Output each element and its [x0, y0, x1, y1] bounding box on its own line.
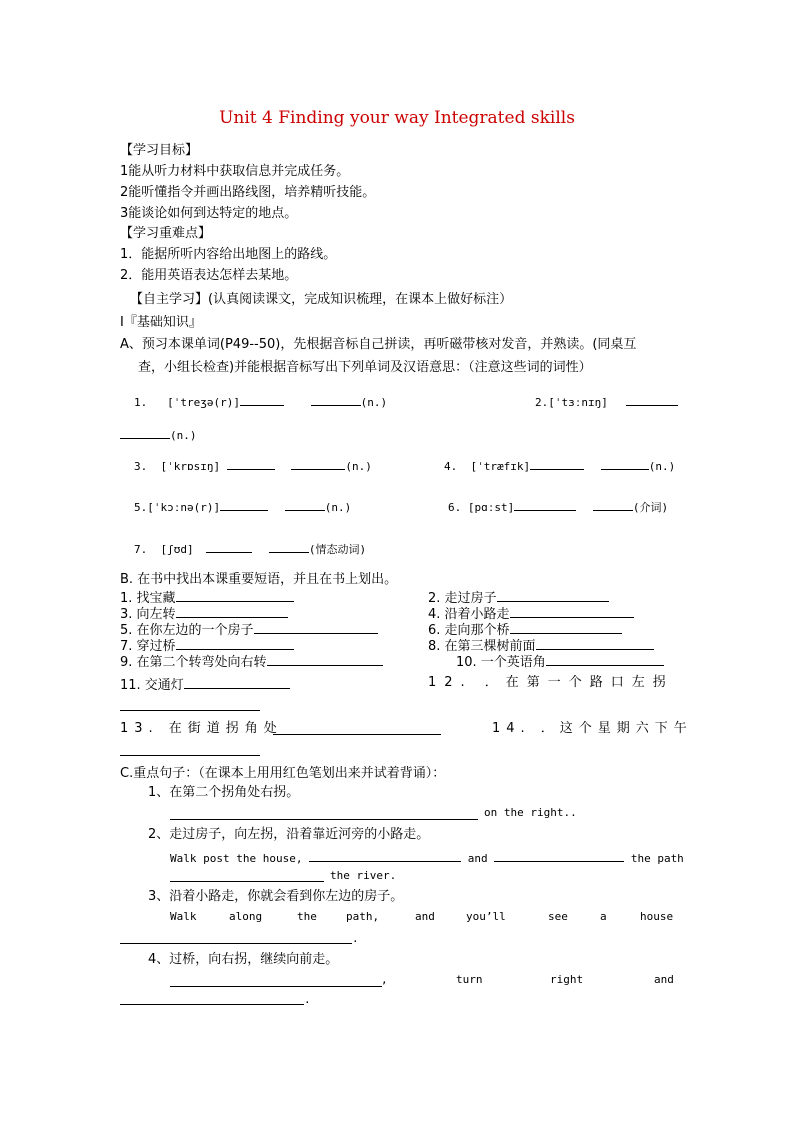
- phrase-item: 12. ．在第一个路口左拐: [428, 675, 674, 690]
- answer-blank[interactable]: [220, 497, 268, 511]
- vocab-pos: (n.): [170, 429, 197, 442]
- sentence-3-chinese: 3、沿着小路走，你就会看到你左边的房子。: [148, 889, 404, 904]
- phrase-label: 7. 穿过桥: [120, 639, 176, 654]
- section-c-heading: C.重点句子：（在课本上用用红色笔划出来并试着背诵）：: [120, 766, 446, 781]
- answer-blank[interactable]: [494, 848, 624, 862]
- answer-blank[interactable]: [176, 588, 294, 602]
- vocab-pos: (n.): [360, 396, 388, 409]
- sentence-word: right: [550, 973, 584, 986]
- answer-blank[interactable]: [120, 710, 260, 711]
- sentence-3-english: [0, 910, 794, 926]
- answer-blank[interactable]: [309, 848, 461, 862]
- key-point-item: 1．能据所听内容给出地图上的路线。: [120, 247, 337, 262]
- sentence-text: and: [467, 852, 488, 865]
- vocab-pos: (n.): [324, 501, 352, 514]
- vocab-number: 5.: [134, 501, 148, 514]
- answer-blank[interactable]: [170, 881, 324, 882]
- key-point-item: 2．能用英语表达怎样去某地。: [120, 268, 298, 283]
- vocab-item-7: [134, 539, 366, 557]
- phrase-item: [120, 721, 283, 737]
- sentence-4-chinese: 4、过桥，向右拐，继续向前走。: [148, 952, 339, 967]
- phrase-label: 9. 在第二个转弯处向右转: [120, 655, 267, 670]
- answer-blank[interactable]: [510, 604, 634, 618]
- answer-blank[interactable]: [546, 652, 664, 666]
- answer-blank[interactable]: [273, 734, 441, 735]
- vocab-phonetic: [pɑːst]: [467, 501, 515, 514]
- section-a-line2: 查，小组长检查)并能根据音标写出下列单词及汉语意思：（注意这些词的词性）: [138, 360, 592, 375]
- phrase-item: [120, 652, 383, 671]
- answer-blank[interactable]: [269, 539, 309, 553]
- sentence-2-end: the river.: [330, 869, 397, 882]
- section-b-heading: B. 在书中找出本课重要短语，并且在书上划出。: [120, 572, 398, 587]
- vocab-pos: (n.): [648, 460, 676, 473]
- sentence-1-english: on the right..: [484, 806, 577, 819]
- vocab-item-4: [444, 456, 675, 473]
- phrase-label: 2. 走过房子: [428, 591, 497, 606]
- sentence-word: and: [415, 910, 435, 923]
- objective-item: 3能谈论如何到达特定的地点。: [120, 206, 298, 221]
- answer-blank[interactable]: [291, 456, 345, 470]
- answer-blank[interactable]: [120, 425, 170, 439]
- vocab-item-5: [134, 497, 351, 514]
- phrase-label: 8. 在第三棵树前面: [428, 639, 536, 654]
- vocab-number: 1.: [134, 396, 148, 409]
- phrase-item: [456, 652, 664, 671]
- answer-blank[interactable]: [626, 392, 678, 406]
- answer-blank[interactable]: [267, 652, 383, 666]
- answer-blank[interactable]: [120, 1004, 304, 1005]
- vocab-number: 7.: [134, 543, 148, 556]
- sentence-word: a: [600, 910, 607, 923]
- answer-blank[interactable]: [510, 620, 622, 634]
- answer-blank[interactable]: [536, 636, 654, 650]
- sentence-word: and: [654, 973, 674, 986]
- vocab-phonetic: [ˈtræfɪk]: [470, 460, 531, 473]
- answer-blank[interactable]: [206, 539, 252, 553]
- phrase-label: 1. 找宝藏: [120, 591, 176, 606]
- self-study-heading: 【自主学习】(认真阅读课文，完成知识梳理，在课本上做好标注）: [130, 292, 513, 307]
- objective-item: 1能从听力材料中获取信息并完成任务。: [120, 164, 350, 179]
- vocab-item-6: [448, 497, 668, 515]
- sentence-3-end: .: [352, 932, 359, 945]
- vocab-phonetic: [ˈtɜːnɪŋ]: [548, 396, 608, 409]
- answer-blank[interactable]: [120, 943, 352, 944]
- vocab-pos: (n.): [345, 460, 372, 473]
- phrase-label: 5. 在你左边的一个房子: [120, 623, 254, 638]
- answer-blank[interactable]: [514, 497, 576, 511]
- answer-blank[interactable]: [240, 392, 284, 406]
- sentence-text: the path: [630, 852, 684, 865]
- page-title: Unit 4 Finding your way Integrated skills: [219, 108, 575, 128]
- sentence-word: you’ll: [466, 910, 506, 923]
- vocab-number: 4.: [444, 460, 458, 473]
- sentence-word: see: [548, 910, 568, 923]
- vocab-pos: (情态动词): [308, 543, 367, 556]
- phrase-label: 10. 一个英语角: [456, 655, 546, 670]
- answer-blank[interactable]: [176, 604, 288, 618]
- answer-blank[interactable]: [530, 456, 584, 470]
- vocab-number: 3.: [134, 460, 148, 473]
- vocab-pos: (介词): [632, 501, 669, 514]
- vocab-phonetic: [ˈtreʒə(r)]: [167, 396, 240, 409]
- key-points-heading: 【学习重难点】: [120, 226, 212, 241]
- answer-blank[interactable]: [285, 497, 325, 511]
- answer-blank[interactable]: [497, 588, 609, 602]
- sentence-word: along: [229, 910, 263, 923]
- phrase-label: 3. 向左转: [120, 607, 176, 622]
- answer-blank[interactable]: [254, 620, 378, 634]
- answer-blank[interactable]: [311, 392, 361, 406]
- phrase-label: 4. 沿着小路走: [428, 607, 510, 622]
- sentence-word: path,: [346, 910, 380, 923]
- sentence-4-english: [0, 973, 794, 989]
- answer-blank[interactable]: [593, 497, 633, 511]
- phrase-item: 14. ．这个星期六下午: [492, 721, 693, 736]
- sentence-word: ,: [381, 973, 388, 986]
- answer-blank[interactable]: [601, 456, 649, 470]
- vocab-phonetic: [ʃʊd]: [160, 543, 194, 556]
- vocab-item-2: [535, 392, 678, 409]
- sentence-text: Walk post the house,: [170, 852, 303, 865]
- section-a-line1: A、预习本课单词(P49--50)，先根据音标自己拼读，再听磁带核对发音，并熟读。(同桌互: [120, 337, 637, 352]
- sentence-2-chinese: 2、走过房子，向左拐，沿着靠近河旁的小路走。: [148, 827, 430, 842]
- sentence-word: turn: [456, 973, 483, 986]
- sentence-word: the: [297, 910, 317, 923]
- sentence-word: Walk: [170, 910, 197, 923]
- basic-knowledge-heading: Ⅰ『基础知识』: [120, 315, 202, 330]
- answer-blank[interactable]: [184, 675, 290, 689]
- answer-blank[interactable]: [227, 456, 275, 470]
- vocab-item-3: [134, 456, 372, 473]
- vocab-number: 2.: [535, 396, 549, 409]
- answer-blank[interactable]: [120, 755, 260, 756]
- sentence-4-end: .: [304, 993, 311, 1006]
- vocab-phonetic: [ˈkɔːnə(r)]: [147, 501, 221, 514]
- objectives-heading: 【学习目标】: [120, 143, 199, 158]
- phrase-label: 13. 在街道拐角处: [120, 721, 283, 736]
- vocab-number: 6.: [448, 501, 462, 514]
- vocab-item-2-cont: [120, 425, 197, 442]
- sentence-1-chinese: 1、在第二个拐角处右拐。: [148, 785, 300, 800]
- phrase-item: [120, 675, 290, 694]
- vocab-phonetic: [ˈkrɒsɪŋ]: [160, 460, 221, 473]
- vocab-item-1: [134, 392, 387, 409]
- sentence-word: house: [640, 910, 674, 923]
- answer-blank[interactable]: [170, 819, 478, 820]
- sentence-2-english: [170, 848, 684, 865]
- objective-item: 2能听懂指令并画出路线图，培养精听技能。: [120, 185, 376, 200]
- phrase-label: 6. 走向那个桥: [428, 623, 510, 638]
- answer-blank[interactable]: [176, 636, 294, 650]
- phrase-label: 11. 交通灯: [120, 678, 184, 693]
